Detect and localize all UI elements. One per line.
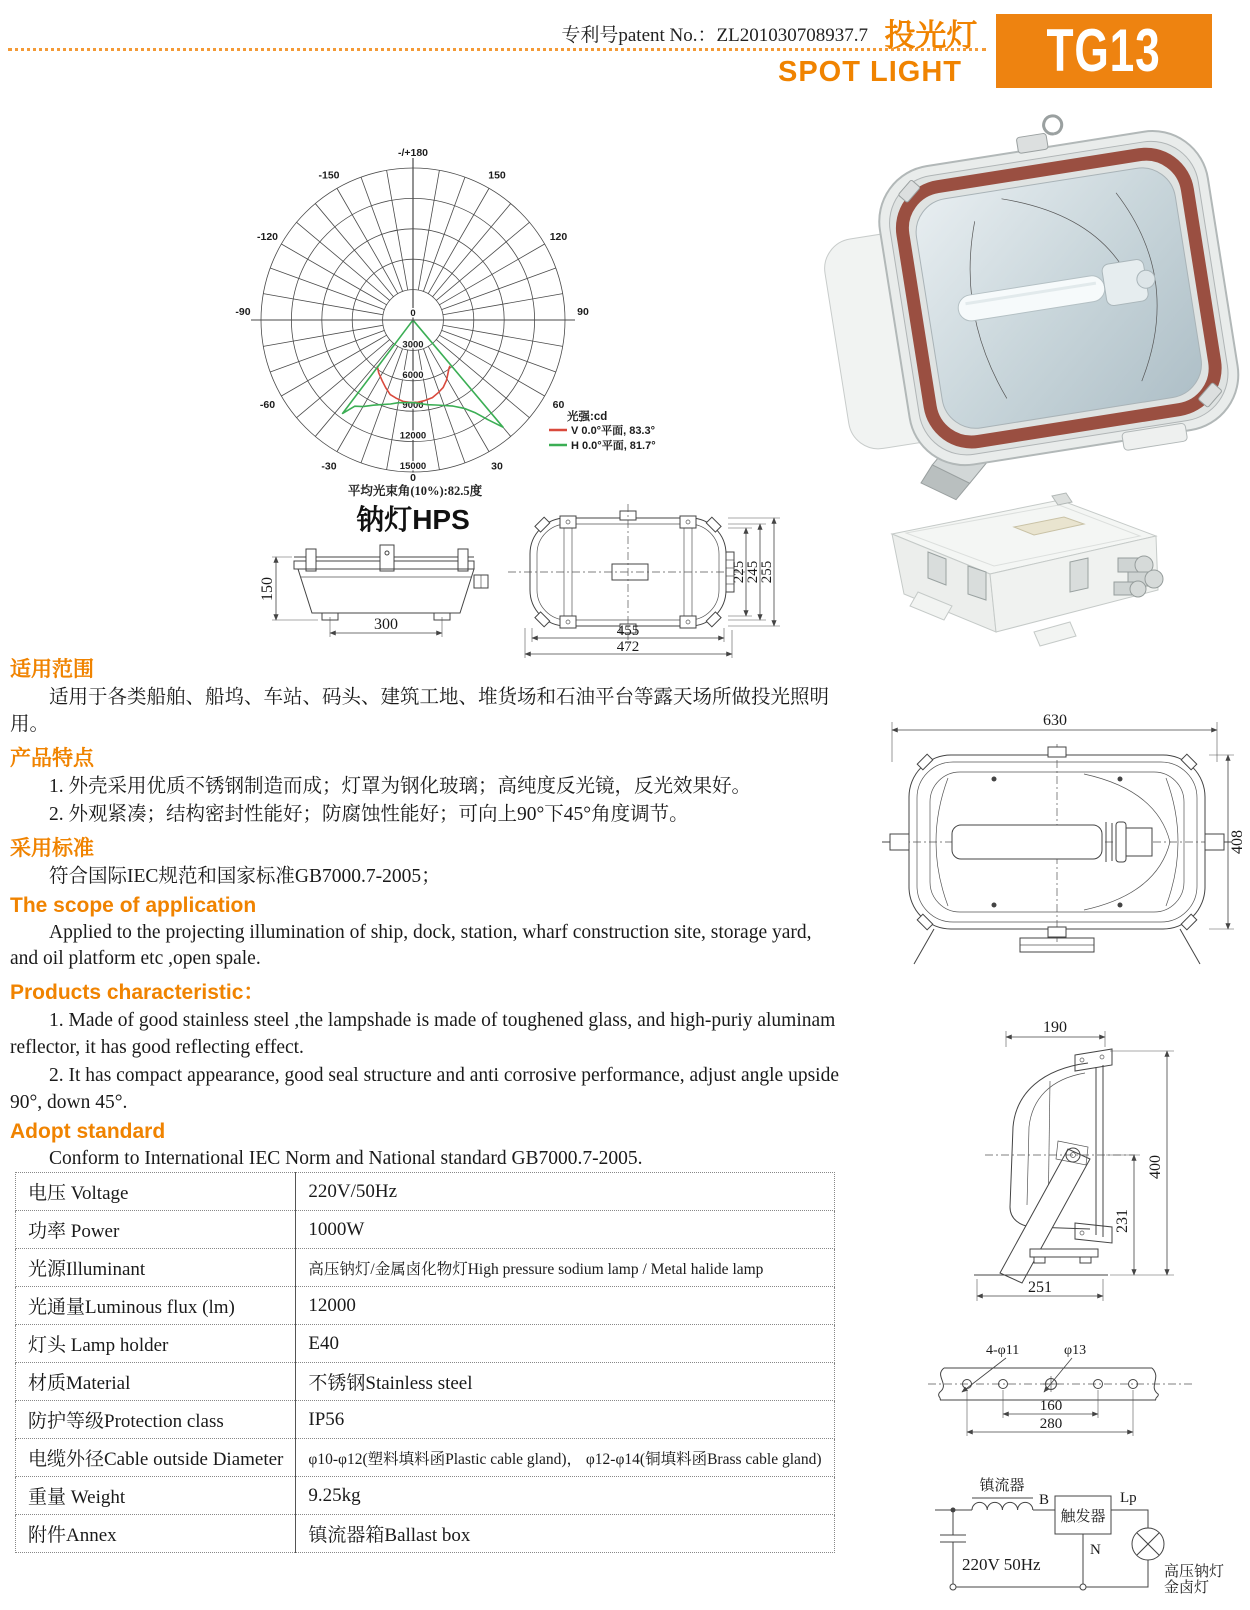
drawing-front-small xyxy=(492,496,792,666)
terminal-lp-label: Lp xyxy=(1120,1490,1137,1506)
dim-300: 300 xyxy=(374,616,398,633)
svg-text:-60: -60 xyxy=(259,399,276,411)
model-badge xyxy=(996,14,1212,88)
svg-text:60: 60 xyxy=(552,399,565,411)
dim-251: 251 xyxy=(1028,1279,1052,1296)
svg-text:-90: -90 xyxy=(235,306,251,318)
spec-row xyxy=(16,1439,835,1477)
spec-value-cell: 220V/50Hz xyxy=(296,1173,834,1211)
svg-text:9000: 9000 xyxy=(402,400,424,412)
spec-value-cell: 高压钠灯/金属卤化物灯High pressure sodium lamp / Metal halide lamp xyxy=(296,1249,834,1287)
dim-472: 472 xyxy=(616,639,640,655)
svg-text:0: 0 xyxy=(410,472,416,484)
svg-text:12000: 12000 xyxy=(399,430,427,442)
svg-text:-30: -30 xyxy=(321,460,337,473)
spec-table xyxy=(15,1172,835,1553)
spec-value-cell: IP56 xyxy=(296,1401,834,1439)
spec-label-cell: 附件Annex xyxy=(16,1515,296,1553)
ballast-label: 镇流器 xyxy=(979,1478,1025,1494)
spec-label-cell: 光源Illuminant xyxy=(16,1249,296,1287)
drawing-side-large xyxy=(930,995,1250,1317)
product-category-cn: 投光灯 xyxy=(884,18,978,53)
section-heading-standard-en: Adopt standard xyxy=(10,1119,166,1143)
drawing-front-large xyxy=(852,692,1250,972)
spec-label-cell: 电压 Voltage xyxy=(16,1173,296,1211)
svg-text:V 0.0°平面, 83.3°: V 0.0°平面, 83.3° xyxy=(571,425,656,437)
patent-label: 专利号patent No.： xyxy=(561,25,717,46)
spec-row xyxy=(16,1287,835,1325)
spec-label-cell: 灯头 Lamp holder xyxy=(16,1325,296,1363)
header-dotted-divider xyxy=(8,48,986,51)
patent-number-line xyxy=(0,20,868,47)
spec-value-cell: 镇流器箱Ballast box xyxy=(296,1515,834,1553)
svg-text:3000: 3000 xyxy=(402,339,424,351)
dim-455: 455 xyxy=(616,623,640,639)
section-paragraph: 1. Made of good stainless steel ,the lampshade is made of toughened glass, and high-puriy aluminam reflector, it has good reflecting effect. xyxy=(10,1010,836,1059)
section-heading-features-cn: 产品特点 xyxy=(10,746,94,770)
drawing-side-small xyxy=(259,515,490,647)
svg-text:-/+180: -/+180 xyxy=(397,147,429,159)
dim-231: 231 xyxy=(1114,1209,1131,1233)
dim-245: 245 xyxy=(745,560,761,584)
section-paragraph: Conform to International IEC Norm and National standard GB7000.7-2005. xyxy=(49,1147,643,1169)
dim-150: 150 xyxy=(259,577,276,601)
section-heading-scope-cn: 适用范围 xyxy=(10,658,94,681)
product-category-en: SPOT LIGHT xyxy=(778,56,962,88)
beam-angle-footnote: 平均光束角(10%):82.5度 xyxy=(347,484,483,498)
dim-255: 255 xyxy=(759,560,775,584)
spec-row xyxy=(16,1401,835,1439)
section-paragraph: 符合国际IEC规范和国家标准GB7000.7-2005； xyxy=(49,865,441,887)
photometric-polar-chart xyxy=(233,128,656,490)
spec-row xyxy=(16,1173,835,1211)
dim-630: 630 xyxy=(1043,712,1067,729)
svg-text:0: 0 xyxy=(410,308,416,319)
spec-row xyxy=(16,1211,835,1249)
wiring-diagram xyxy=(900,1432,1250,1610)
dim-160: 160 xyxy=(1039,1398,1063,1414)
lamp-type-title: 钠灯HPS xyxy=(356,504,470,535)
model-code: TG13 xyxy=(1046,17,1162,85)
dim-225: 225 xyxy=(731,560,747,584)
dim-280: 280 xyxy=(1039,1416,1063,1432)
svg-text:30: 30 xyxy=(491,460,503,473)
svg-text:光强:cd: 光强:cd xyxy=(567,411,608,423)
spec-value-cell: E40 xyxy=(296,1325,834,1363)
spec-label-cell: 光通量Luminous flux (lm) xyxy=(16,1287,296,1325)
spec-row xyxy=(16,1515,835,1553)
section-paragraph: 2. 外观紧凑；结构密封性能好；防腐蚀性能好；可向上90°下45°角度调节。 xyxy=(49,803,689,825)
spec-label-cell: 电缆外径Cable outside Diameter xyxy=(16,1439,296,1477)
spec-value-cell: 12000 xyxy=(296,1287,834,1325)
supply-label: 220V 50Hz xyxy=(962,1555,1041,1574)
spec-label-cell: 重量 Weight xyxy=(16,1477,296,1515)
spec-value-cell: 不锈钢Stainless steel xyxy=(296,1363,834,1401)
section-heading-standard-cn: 采用标准 xyxy=(10,836,94,860)
svg-text:6000: 6000 xyxy=(402,369,424,381)
spec-label-cell: 材质Material xyxy=(16,1363,296,1401)
svg-text:-120: -120 xyxy=(256,231,279,243)
mount-holes-label: 4-φ11 xyxy=(986,1343,1020,1358)
section-paragraph: 1. 外壳采用优质不锈钢制造而成；灯罩为钢化玻璃；高纯度反光镜，反光效果好。 xyxy=(49,775,752,797)
section-heading-scope-en: The scope of application xyxy=(10,893,257,917)
spec-value-cell: φ10-φ12(塑料填料函Plastic cable gland)， φ12-φ14(铜填料函Brass cable gland) xyxy=(296,1439,834,1477)
section-paragraph: 适用于各类船舶、船坞、车站、码头、建筑工地、堆货场和石油平台等露天场所做投光照明用。 xyxy=(10,687,830,735)
terminal-b-label: B xyxy=(1038,1492,1050,1508)
dim-400: 400 xyxy=(1147,1155,1164,1179)
trigger-label: 触发器 xyxy=(1060,1509,1106,1525)
description-column xyxy=(10,650,842,1174)
spec-row xyxy=(16,1325,835,1363)
spec-value-cell: 9.25kg xyxy=(296,1477,834,1515)
section-paragraph: Applied to the projecting illumination of ship, dock, station, wharf construction site, storage yard, and oil platform etc ,open spale. xyxy=(10,921,812,970)
section-paragraph: 2. It has compact appearance, good seal structure and anti corrosive performance, adjust angle upside 90°, down 45°. xyxy=(10,1065,839,1114)
svg-text:150: 150 xyxy=(488,169,506,182)
spec-value-cell: 1000W xyxy=(296,1211,834,1249)
spec-label-cell: 防护等级Protection class xyxy=(16,1401,296,1439)
patent-number: ZL201030708937.7 xyxy=(716,25,868,46)
terminal-n-label: N xyxy=(1090,1542,1101,1558)
section-heading-characteristic-en: Products characteristic： xyxy=(10,981,265,1005)
lamp-label-line2: 金卤灯 xyxy=(1164,1580,1210,1596)
svg-text:15000: 15000 xyxy=(399,461,427,472)
svg-text:-150: -150 xyxy=(318,169,340,182)
svg-text:H 0.0°平面, 81.7°: H 0.0°平面, 81.7° xyxy=(571,440,656,452)
dim-408: 408 xyxy=(1229,830,1246,854)
lamp-label-line1: 高压钠灯 xyxy=(1164,1564,1225,1580)
spec-label-cell: 功率 Power xyxy=(16,1211,296,1249)
svg-text:90: 90 xyxy=(577,306,589,318)
spec-row xyxy=(16,1249,835,1287)
spotlight-product-photo xyxy=(780,118,1250,480)
svg-text:120: 120 xyxy=(549,231,568,243)
ballast-box-product-photo xyxy=(822,470,1192,662)
mount-center-hole-label: φ13 xyxy=(1064,1343,1087,1358)
spec-row xyxy=(16,1363,835,1401)
spec-row xyxy=(16,1477,835,1515)
dim-190: 190 xyxy=(1043,1019,1067,1036)
